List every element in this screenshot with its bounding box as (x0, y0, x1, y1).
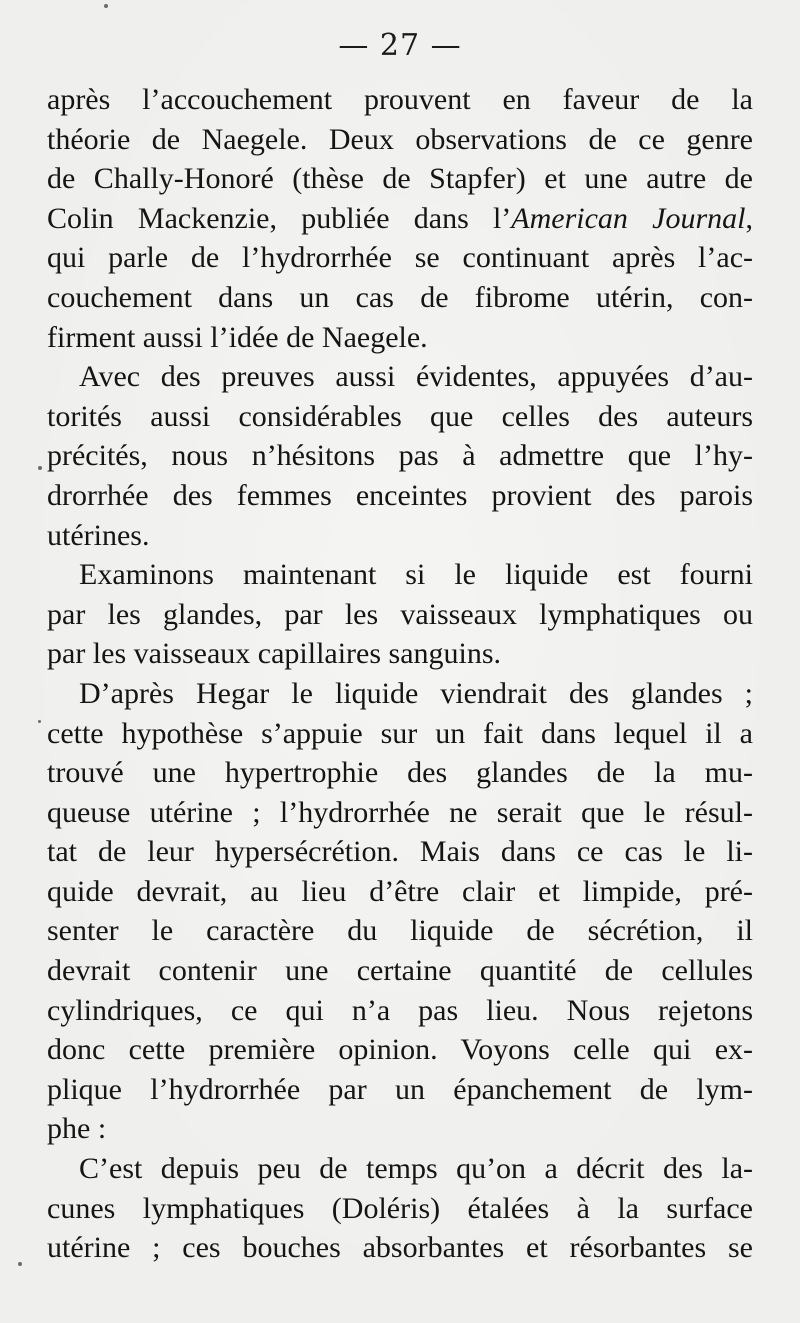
text-line: par les glandes, par les vaisseaux lymphatiques ou (47, 597, 753, 631)
paragraph-1 (47, 80, 753, 357)
text-line: devrait contenir une certaine quantité de cellules (47, 954, 753, 988)
ink-speck (18, 1262, 22, 1266)
text-line: cunes lymphatiques (Doléris) étalées à la surface (47, 1191, 753, 1225)
text-line: D’après Hegar le liquide viendrait des glandes ; (79, 676, 753, 710)
journal-suffix: , (745, 201, 753, 235)
ink-speck (38, 466, 42, 470)
text-line: plique l’hydrorrhée par un épanchement de lym- (47, 1072, 753, 1106)
text-line: utérines. (47, 518, 150, 552)
text-line: drorrhée des femmes enceintes provient des parois (47, 478, 753, 512)
text-line: de Chally-Honoré (thèse de Stapfer) et une autre de (47, 162, 753, 196)
text-line: firment aussi l’idée de Naegele. (47, 320, 428, 354)
text-line: senter le caractère du liquide de sécrétion, il (47, 914, 753, 948)
text-line: torités aussi considérables que celles des auteurs (47, 399, 753, 433)
text-line: théorie de Naegele. Deux observations de ce genre (47, 122, 753, 156)
text-line: utérine ; ces bouches absorbantes et résorbantes se (47, 1231, 753, 1265)
text-line: cylindriques, ce qui n’a pas lieu. Nous rejetons (47, 993, 753, 1027)
page-number: — 27 — (338, 28, 462, 63)
text-line: donc cette première opinion. Voyons celle qui ex- (47, 1033, 753, 1067)
text-line: par les vaisseaux capillaires sanguins. (47, 637, 502, 671)
text-line: queuse utérine ; l’hydrorrhée ne serait que le résul- (47, 795, 753, 829)
text-line: cette hypothèse s’appuie sur un fait dans lequel il a (47, 716, 753, 750)
text-line: trouvé une hypertrophie des glandes de la mu- (47, 756, 753, 790)
journal-prefix: Colin Mackenzie, publiée dans l’ (47, 201, 512, 235)
paragraph-5 (47, 1149, 753, 1268)
paragraph-4 (47, 674, 753, 1149)
text-line: qui parle de l’hydrorrhée se continuant après l’ac- (47, 241, 753, 275)
text-line-journal (47, 199, 753, 239)
text-line: quide devrait, au lieu d’être clair et limpide, pré- (47, 874, 753, 908)
body-text (47, 80, 753, 1268)
journal-title: American Journal (511, 201, 746, 235)
text-line: tat de leur hypersécrétion. Mais dans ce cas le li- (47, 835, 753, 869)
text-line: C’est depuis peu de temps qu’on a décrit des la- (79, 1152, 753, 1186)
ink-speck (104, 4, 108, 8)
text-line: après l’accouchement prouvent en faveur de la (47, 83, 753, 116)
text-line: précités, nous n’hésitons pas à admettre que l’hy- (47, 439, 753, 473)
text-line: Examinons maintenant si le liquide est fourni (79, 558, 753, 592)
ink-speck (38, 720, 41, 723)
paragraph-3 (47, 555, 753, 674)
text-line: couchement dans un cas de fibrome utérin, con- (47, 280, 753, 314)
text-line: Avec des preuves aussi évidentes, appuyées d’au- (79, 360, 753, 394)
paragraph-2 (47, 357, 753, 555)
text-line: phe : (47, 1112, 107, 1146)
